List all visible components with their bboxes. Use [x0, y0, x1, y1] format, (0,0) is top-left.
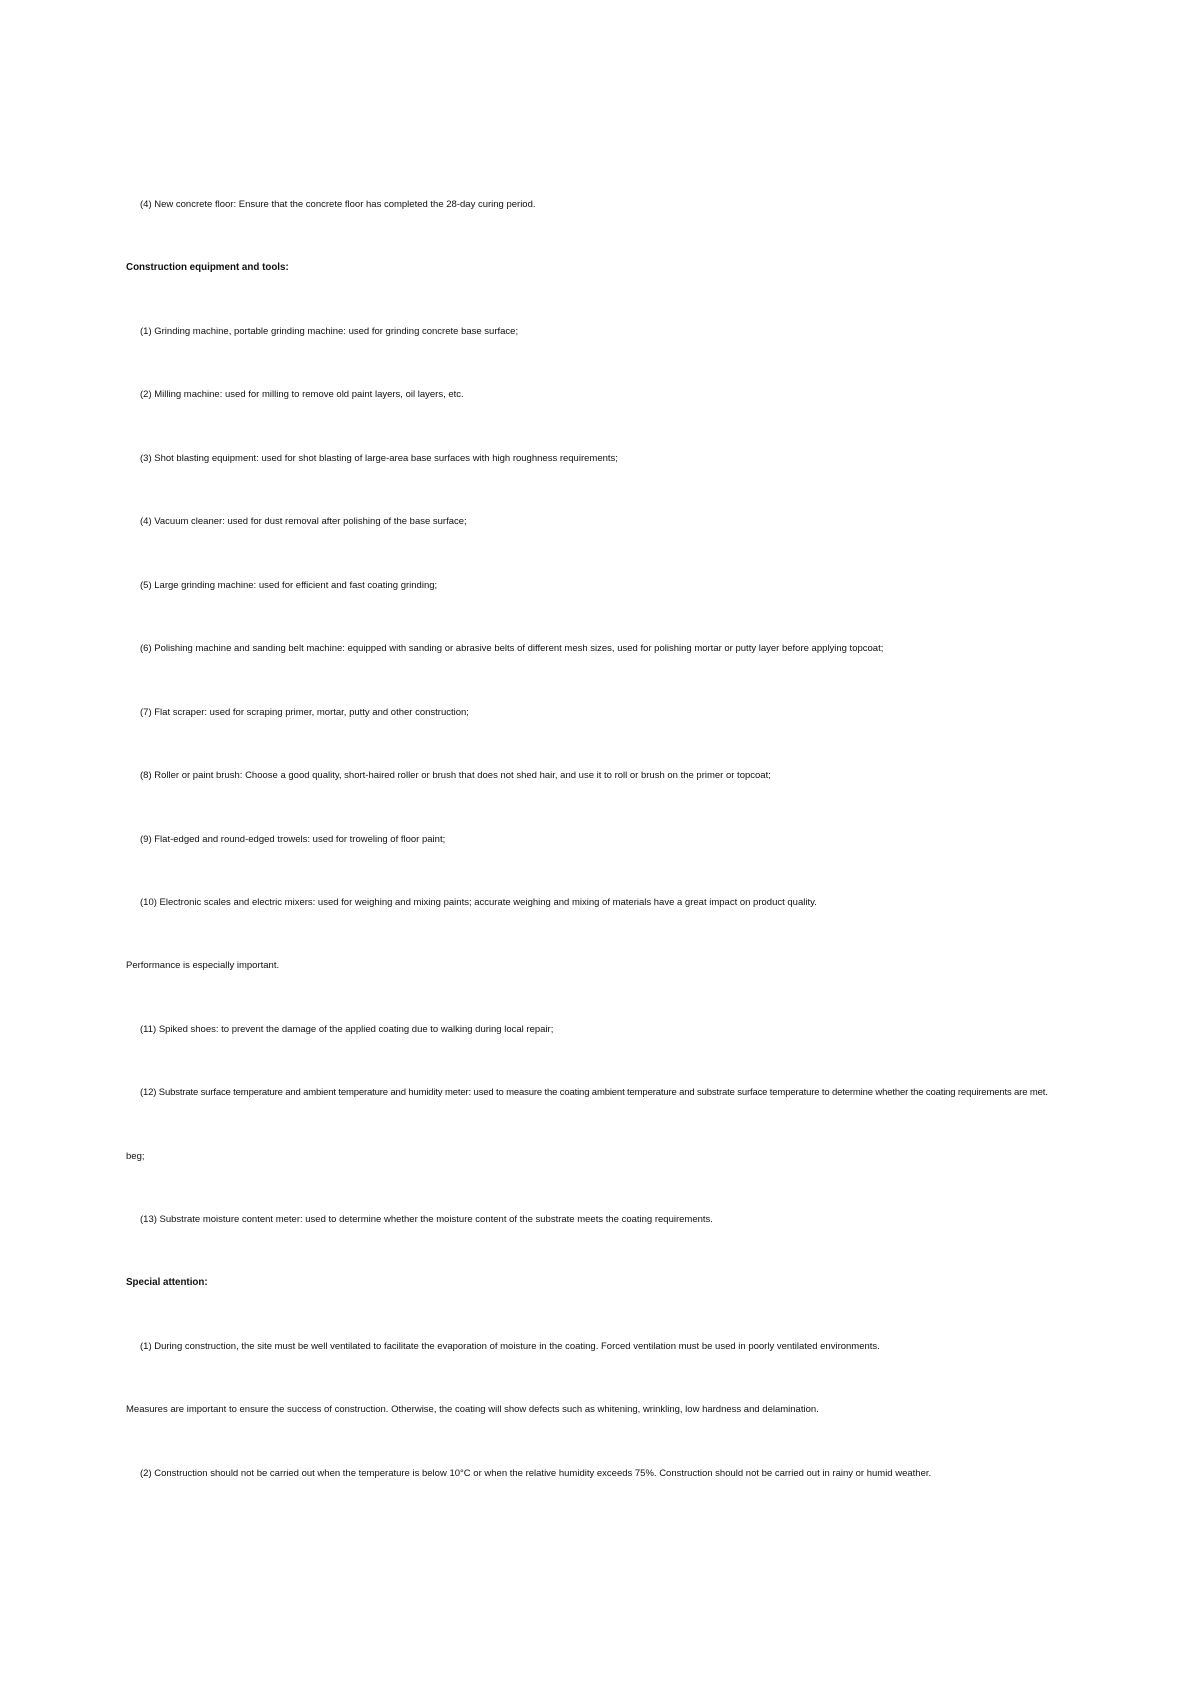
paragraph-new-concrete-floor: (4) New concrete floor: Ensure that the concrete floor has completed the 28-day curing period. — [140, 199, 536, 210]
list-item-vacuum-cleaner: (4) Vacuum cleaner: used for dust removal after polishing of the base surface; — [140, 516, 467, 527]
paragraph-continuation-performance: Performance is especially important. — [126, 960, 280, 971]
list-item-flat-scraper: (7) Flat scraper: used for scraping primer, mortar, putty and other construction; — [140, 707, 469, 718]
list-item-milling-machine: (2) Milling machine: used for milling to remove old paint layers, oil layers, etc. — [140, 389, 464, 400]
list-item-polishing-machine: (6) Polishing machine and sanding belt machine: equipped with sanding or abrasive belts of different mesh sizes, used for polishing mortar or putty layer before applying topcoat; — [140, 643, 884, 654]
paragraph-continuation-measures: Measures are important to ensure the success of construction. Otherwise, the coating will show defects such as whitening, wrinkling, low hardness and delamination. — [126, 1404, 819, 1415]
list-item-grinding-machine: (1) Grinding machine, portable grinding machine: used for grinding concrete base surface; — [140, 326, 519, 337]
list-item-shot-blasting: (3) Shot blasting equipment: used for shot blasting of large-area base surfaces with high roughness requirements; — [140, 453, 618, 464]
list-item-trowels: (9) Flat-edged and round-edged trowels: used for troweling of floor paint; — [140, 834, 446, 845]
list-item-temperature-meter: (12) Substrate surface temperature and ambient temperature and humidity meter: used to measure the coating ambient temperature and substrate surface temperature to determine whether the coating requirements are met. — [140, 1087, 1048, 1098]
heading-special-attention: Special attention: — [126, 1277, 208, 1288]
list-item-electronic-scales: (10) Electronic scales and electric mixers: used for weighing and mixing paints; accurate weighing and mixing of materials have a great impact on product quality. — [140, 897, 817, 908]
list-item-temperature-humidity-limits: (2) Construction should not be carried out when the temperature is below 10°C or when the relative humidity exceeds 75%. Construction should not be carried out in rainy or humid weather. — [140, 1468, 932, 1479]
list-item-spiked-shoes: (11) Spiked shoes: to prevent the damage of the applied coating due to walking during local repair; — [140, 1024, 554, 1035]
list-item-moisture-meter: (13) Substrate moisture content meter: used to determine whether the moisture content of the substrate meets the coating requirements. — [140, 1214, 713, 1225]
list-item-roller-brush: (8) Roller or paint brush: Choose a good quality, short-haired roller or brush that does not shed hair, and use it to roll or brush on the primer or topcoat; — [140, 770, 771, 781]
paragraph-continuation-beg: beg; — [126, 1151, 145, 1162]
list-item-ventilation: (1) During construction, the site must be well ventilated to facilitate the evaporation of moisture in the coating. Forced ventilation must be used in poorly ventilated environments. — [140, 1341, 880, 1352]
list-item-large-grinding-machine: (5) Large grinding machine: used for efficient and fast coating grinding; — [140, 580, 438, 591]
heading-construction-equipment: Construction equipment and tools: — [126, 262, 289, 273]
